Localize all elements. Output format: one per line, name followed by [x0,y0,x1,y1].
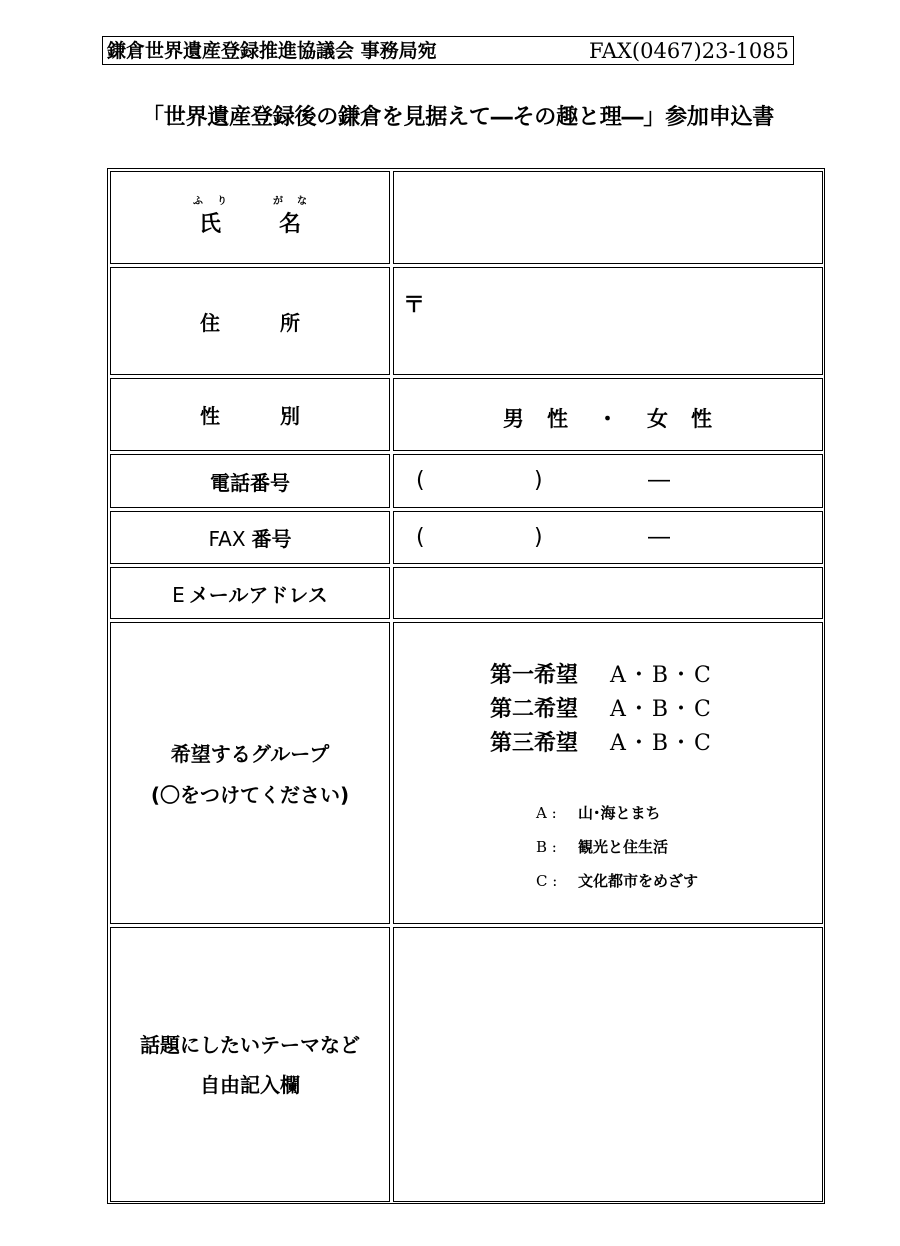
email-label [172,579,328,608]
choice-label-2: 第二希望 [490,697,579,722]
gender-option-male[interactable]: 男 性 [503,407,569,431]
legend-key-a: A : [536,804,557,822]
name-label [192,195,307,238]
address-label-cell [110,267,390,375]
legend-key-c: C : [536,872,558,890]
legend-text-c: 文化都市をめざす [578,872,699,890]
choice-label-1: 第一希望 [490,663,579,688]
name-label-char-2 [273,195,307,238]
fax-field[interactable] [393,511,823,564]
legend-item-b [536,830,698,864]
fax-close-paren: ) [534,525,543,550]
address-label [200,307,300,336]
furigana [193,196,227,208]
gender-options [394,403,822,433]
phone-label: 電話番号 [210,470,290,495]
group-field [393,622,823,924]
gender-label [200,400,300,429]
name-field[interactable] [393,171,823,264]
group-choice-2[interactable] [490,693,713,727]
name-label-text-1: 氏 [198,211,221,237]
row-address [110,267,823,375]
free-label-cell [110,927,390,1202]
email-field[interactable] [393,567,823,619]
row-gender [110,378,823,451]
legend-text-a: 山･海とまち [578,804,661,822]
phone-label-cell [110,454,390,508]
row-free-comments [110,927,823,1202]
gender-field [393,378,823,451]
fax-label-rest: 番号 [251,527,292,551]
choice-options-2[interactable]: A・B・C [610,697,713,722]
furigana-3: が [273,195,283,207]
fax-format [416,525,716,550]
document-title: 「世界遺産登録後の鎌倉を見据えて―その趣と理―」参加申込書 [141,105,775,130]
fax-label-cell [110,511,390,564]
row-email [110,567,823,619]
fax-label [208,523,291,552]
gender-separator: ・ [597,407,619,431]
gender-label-char-1: 性 [200,404,220,428]
row-fax [110,511,823,564]
free-label-line-1: 話題にしたいテーマなど [140,1032,360,1057]
furigana-4: な [297,195,307,207]
header-fax-number: FAX(0467)23-1085 [589,39,789,63]
fax-open-paren: ( [416,525,425,550]
email-label-latin: E [172,582,185,607]
gender-label-cell [110,378,390,451]
address-label-char-2: 所 [280,310,300,335]
row-phone [110,454,823,508]
name-label-char-1 [192,195,227,238]
fax-label-latin: FAX [208,527,246,551]
row-group [110,622,823,924]
legend-text-b: 観光と住生活 [578,838,669,856]
email-label-cell [110,567,390,619]
header-box [102,36,794,65]
phone-open-paren: ( [416,468,425,493]
row-name [110,171,823,264]
furigana-second [273,196,307,208]
name-label-cell [110,171,390,264]
gender-option-female[interactable]: 女 性 [647,407,713,431]
postal-mark-icon: 〒 [403,293,426,318]
email-label-rest: メールアドレス [188,582,328,607]
choice-label-3: 第三希望 [490,731,579,756]
phone-format [416,468,716,493]
group-choices [490,659,713,761]
choice-options-1[interactable]: A・B・C [610,663,713,688]
phone-dash: ― [648,468,668,493]
legend-item-c [536,864,698,898]
group-sublabel: (〇をつけてください) [150,783,350,807]
gender-label-char-2: 別 [280,404,300,428]
furigana-2: り [216,195,227,207]
group-label-cell [110,622,390,924]
legend-item-a [536,796,698,830]
group-label: 希望するグループ [170,742,330,766]
group-choice-3[interactable] [490,727,713,761]
free-comments-field[interactable] [393,927,823,1202]
free-label-line-2: 自由記入欄 [200,1072,300,1097]
choice-options-3[interactable]: A・B・C [610,731,713,756]
address-label-char-1: 住 [200,310,220,335]
name-label-text-2: 名 [279,211,302,237]
phone-close-paren: ) [534,468,543,493]
group-legend [536,796,698,898]
group-choice-1[interactable] [490,659,713,693]
fax-dash: ― [648,525,668,550]
phone-field[interactable] [393,454,823,508]
furigana-1: ふ [192,195,203,207]
header-organization: 鎌倉世界遺産登録推進協議会 事務局宛 [107,40,437,62]
address-field[interactable] [393,267,823,375]
legend-key-b: B : [536,838,557,856]
